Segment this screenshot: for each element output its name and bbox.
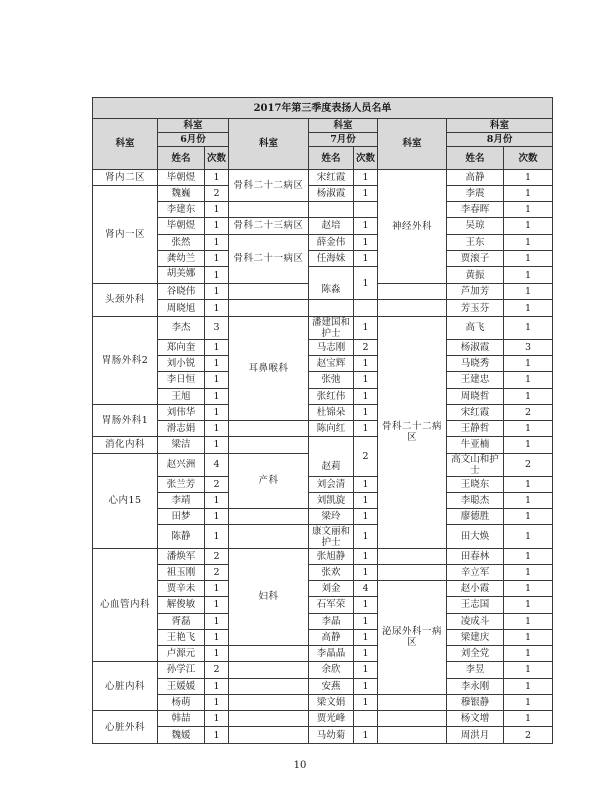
june-name: 王媛媛: [158, 678, 205, 694]
july-name: 刘凯旋: [309, 492, 354, 508]
june-count: 1: [205, 388, 229, 404]
june-count: 1: [205, 646, 229, 662]
june-name: 毕朝煜: [158, 169, 205, 185]
june-name: 张然: [158, 234, 205, 250]
aug-name: 高文山和护士: [447, 453, 504, 476]
june-count: 1: [205, 169, 229, 185]
july-name: 李晶晶: [309, 646, 354, 662]
june-name: 张兰芳: [158, 476, 205, 492]
july-count: 1: [354, 613, 378, 629]
aug-name: 李聪杰: [447, 492, 504, 508]
aug-dept-cell: 泌尿外科一病区: [378, 581, 447, 695]
aug-count: 1: [504, 356, 553, 372]
aug-name: 高飞: [447, 316, 504, 339]
june-name: 王旭: [158, 388, 205, 404]
june-count: 2: [205, 185, 229, 201]
aug-name: 刘全党: [447, 646, 504, 662]
june-count: 1: [205, 284, 229, 300]
july-count: 1: [354, 267, 378, 300]
june-count: 1: [205, 250, 229, 266]
aug-name: 杨文增: [447, 711, 504, 727]
july-count: 1: [354, 662, 378, 678]
june-count: 1: [205, 694, 229, 710]
aug-name: 宋红霞: [447, 404, 504, 420]
header-dept-july: 科室: [229, 119, 309, 169]
july-count: 1: [354, 694, 378, 710]
june-count: 1: [205, 437, 229, 453]
june-count: 1: [205, 492, 229, 508]
july-count: 1: [354, 234, 378, 250]
aug-name: 杨淑霞: [447, 339, 504, 355]
july-count: [354, 300, 378, 316]
june-name: 李建东: [158, 202, 205, 218]
june-count: 2: [205, 564, 229, 580]
june-dept-cell: 心血管内科: [93, 548, 158, 662]
header-june: 6月份: [158, 133, 229, 147]
header-dept-june: 科室: [93, 119, 158, 169]
aug-name: 田大焕: [447, 525, 504, 548]
june-name: 郑向奎: [158, 339, 205, 355]
june-dept-cell: 心脏外科: [93, 711, 158, 744]
aug-count: 1: [504, 218, 553, 234]
june-count: 2: [205, 548, 229, 564]
header-count-july: 次数: [354, 147, 378, 169]
june-name: 滑志娟: [158, 421, 205, 437]
aug-count: 2: [504, 453, 553, 476]
aug-count: 1: [504, 646, 553, 662]
july-count: [354, 711, 378, 727]
july-dept-cell: [229, 711, 309, 727]
july-name: 潘建国和护士: [309, 316, 354, 339]
july-dept-cell: 耳鼻喉科: [229, 316, 309, 420]
july-dept-cell: 妇科: [229, 548, 309, 645]
july-count: 1: [354, 509, 378, 525]
july-name: 薛金伟: [309, 234, 354, 250]
header-july-dept: 科室: [309, 119, 378, 133]
header-name-aug: 姓名: [447, 147, 504, 169]
july-name: 宋红霞: [309, 169, 354, 185]
july-name: 陈淼: [309, 267, 354, 300]
aug-count: 1: [504, 169, 553, 185]
june-name: 胡美娜: [158, 267, 205, 284]
aug-count: 1: [504, 613, 553, 629]
june-name: 杨萌: [158, 694, 205, 710]
june-name: 孙学江: [158, 662, 205, 678]
header-name-june: 姓名: [158, 147, 205, 169]
aug-dept-cell: [378, 711, 447, 727]
july-name: 高静: [309, 629, 354, 645]
june-count: 2: [205, 662, 229, 678]
july-count: 1: [354, 597, 378, 613]
july-count: 1: [354, 169, 378, 185]
aug-name: 王静哲: [447, 421, 504, 437]
aug-count: 1: [504, 662, 553, 678]
july-dept-cell: [229, 421, 309, 437]
header-name-july: 姓名: [309, 147, 354, 169]
july-name: 石军荣: [309, 597, 354, 613]
aug-name: 李震: [447, 185, 504, 201]
july-count: 1: [354, 548, 378, 564]
june-name: 魏巍: [158, 185, 205, 201]
header-count-aug: 次数: [504, 147, 553, 169]
july-name: 张欢: [309, 564, 354, 580]
aug-name: 王晓东: [447, 476, 504, 492]
july-count: 1: [354, 727, 378, 744]
june-name: 陈静: [158, 525, 205, 548]
june-count: 1: [205, 356, 229, 372]
july-name: 陈向红: [309, 421, 354, 437]
july-count: 4: [354, 581, 378, 597]
july-name: 刘金: [309, 581, 354, 597]
july-dept-cell: [229, 525, 309, 548]
july-dept-cell: [229, 727, 309, 744]
june-count: 1: [205, 339, 229, 355]
aug-name: 李永刚: [447, 678, 504, 694]
page-number: 10: [293, 760, 307, 771]
june-name: 潘焕军: [158, 548, 205, 564]
aug-dept-cell: 神经外科: [378, 169, 447, 284]
aug-name: 黄振: [447, 267, 504, 284]
june-name: 毕朝煜: [158, 218, 205, 234]
july-count: 1: [354, 388, 378, 404]
july-name: [309, 300, 354, 316]
aug-dept-cell: 骨科二十二病区: [378, 316, 447, 548]
june-name: 李杰: [158, 316, 205, 339]
july-count: 1: [354, 404, 378, 420]
aug-count: 1: [504, 548, 553, 564]
aug-count: 1: [504, 629, 553, 645]
june-count: 1: [205, 711, 229, 727]
aug-count: 1: [504, 421, 553, 437]
june-count: 1: [205, 421, 229, 437]
aug-count: 2: [504, 404, 553, 420]
july-name: 余欣: [309, 662, 354, 678]
aug-dept-cell: [378, 548, 447, 564]
aug-dept-cell: [378, 300, 447, 316]
july-dept-cell: 骨科二十三病区: [229, 218, 309, 234]
june-name: 李日恒: [158, 372, 205, 388]
june-name: 祖玉刚: [158, 564, 205, 580]
header-dept-aug: 科室: [378, 119, 447, 169]
july-dept-cell: [229, 694, 309, 710]
june-dept-cell: 心脏内科: [93, 662, 158, 711]
july-count: 1: [354, 476, 378, 492]
june-name: 韩喆: [158, 711, 205, 727]
aug-count: 1: [504, 250, 553, 266]
july-name: 张旭静: [309, 548, 354, 564]
june-count: 2: [205, 476, 229, 492]
aug-name: 廖德胜: [447, 509, 504, 525]
june-count: 1: [205, 613, 229, 629]
aug-count: 1: [504, 185, 553, 201]
aug-count: 1: [504, 597, 553, 613]
july-dept-cell: [229, 646, 309, 662]
june-name: 梁洁: [158, 437, 205, 453]
july-dept-cell: 产科: [229, 453, 309, 509]
july-count: 1: [354, 646, 378, 662]
july-dept-cell: 骨科二十一病区: [229, 234, 309, 284]
july-count: [354, 202, 378, 218]
july-count: 1: [354, 185, 378, 201]
july-name: 安燕: [309, 678, 354, 694]
aug-name: 李春晖: [447, 202, 504, 218]
aug-name: 辛立军: [447, 564, 504, 580]
june-name: 龚幼兰: [158, 250, 205, 266]
july-name: 张弛: [309, 372, 354, 388]
june-count: 1: [205, 300, 229, 316]
july-count: 1: [354, 678, 378, 694]
july-count: 1: [354, 421, 378, 437]
aug-name: 高静: [447, 169, 504, 185]
aug-name: 王建忠: [447, 372, 504, 388]
june-name: 刘伟华: [158, 404, 205, 420]
july-count: 1: [354, 356, 378, 372]
aug-count: 1: [504, 694, 553, 710]
july-count: 2: [354, 339, 378, 355]
july-name: 赵培: [309, 218, 354, 234]
july-count: 1: [354, 492, 378, 508]
aug-count: 1: [504, 316, 553, 339]
aug-count: 1: [504, 711, 553, 727]
june-name: 赵兴洲: [158, 453, 205, 476]
aug-count: 1: [504, 509, 553, 525]
aug-count: 1: [504, 492, 553, 508]
july-count: 2: [354, 437, 378, 476]
header-count-june: 次数: [205, 147, 229, 169]
june-count: 1: [205, 581, 229, 597]
june-count: 4: [205, 453, 229, 476]
header-aug-dept: 科室: [447, 119, 553, 133]
aug-name: 梁建庆: [447, 629, 504, 645]
header-aug: 8月份: [447, 133, 553, 147]
july-count: 1: [354, 525, 378, 548]
aug-count: 1: [504, 372, 553, 388]
july-dept-cell: [229, 202, 309, 218]
june-count: 1: [205, 202, 229, 218]
july-name: 张红伟: [309, 388, 354, 404]
june-name: 刘小锐: [158, 356, 205, 372]
june-count: 1: [205, 597, 229, 613]
june-dept-cell: 胃肠外科1: [93, 404, 158, 436]
july-count: 1: [354, 564, 378, 580]
aug-name: 马晓秀: [447, 356, 504, 372]
july-name: 梁玲: [309, 509, 354, 525]
table-title: 2017年第三季度表扬人员名单: [93, 98, 553, 119]
july-name: 杨淑霞: [309, 185, 354, 201]
july-dept-cell: [229, 509, 309, 525]
july-name: 赵莉: [309, 437, 354, 476]
july-name: [309, 202, 354, 218]
aug-name: 周晓哲: [447, 388, 504, 404]
aug-count: 1: [504, 564, 553, 580]
aug-count: 1: [504, 267, 553, 284]
header-july: 7月份: [309, 133, 378, 147]
july-name: 李晶: [309, 613, 354, 629]
aug-name: 牛亚楠: [447, 437, 504, 453]
july-count: 1: [354, 250, 378, 266]
aug-count: 1: [504, 284, 553, 300]
july-dept-cell: [229, 300, 309, 316]
aug-name: 凌成斗: [447, 613, 504, 629]
july-name: 任海妹: [309, 250, 354, 266]
june-count: 1: [205, 525, 229, 548]
july-name: 梁文娟: [309, 694, 354, 710]
july-dept-cell: [229, 662, 309, 678]
june-count: 1: [205, 404, 229, 420]
june-dept-cell: 胃肠外科2: [93, 316, 158, 404]
aug-count: 1: [504, 437, 553, 453]
june-name: 贾辛未: [158, 581, 205, 597]
header-june-dept: 科室: [158, 119, 229, 133]
june-name: 王艳飞: [158, 629, 205, 645]
aug-name: 穆银静: [447, 694, 504, 710]
june-dept-cell: 肾内二区: [93, 169, 158, 185]
aug-name: 芦加芳: [447, 284, 504, 300]
june-count: 1: [205, 218, 229, 234]
june-count: 3: [205, 316, 229, 339]
aug-count: 1: [504, 581, 553, 597]
aug-name: 贾滚子: [447, 250, 504, 266]
aug-dept-cell: [378, 694, 447, 710]
june-count: 1: [205, 372, 229, 388]
july-dept-cell: [229, 284, 309, 300]
june-count: 1: [205, 678, 229, 694]
aug-count: 1: [504, 525, 553, 548]
june-name: 谷晓伟: [158, 284, 205, 300]
june-count: 1: [205, 727, 229, 744]
june-name: 胥磊: [158, 613, 205, 629]
june-dept-cell: 肾内一区: [93, 185, 158, 283]
june-count: 1: [205, 234, 229, 250]
aug-name: 田春林: [447, 548, 504, 564]
aug-count: 2: [504, 727, 553, 744]
aug-name: 吴琼: [447, 218, 504, 234]
aug-dept-cell: [378, 284, 447, 300]
aug-dept-cell: [378, 727, 447, 744]
aug-name: 王志国: [447, 597, 504, 613]
july-count: 1: [354, 218, 378, 234]
july-name: 马志刚: [309, 339, 354, 355]
aug-name: 周洪月: [447, 727, 504, 744]
aug-count: 1: [504, 202, 553, 218]
aug-dept-cell: [378, 564, 447, 580]
june-name: 周晓旭: [158, 300, 205, 316]
aug-count: 1: [504, 234, 553, 250]
aug-count: 1: [504, 476, 553, 492]
june-name: 李靖: [158, 492, 205, 508]
june-dept-cell: 心内15: [93, 453, 158, 548]
aug-name: 李昱: [447, 662, 504, 678]
june-name: 卢源元: [158, 646, 205, 662]
july-dept-cell: 骨科二十二病区: [229, 169, 309, 201]
july-name: 刘会清: [309, 476, 354, 492]
june-name: 魏媛: [158, 727, 205, 744]
aug-name: 赵小霞: [447, 581, 504, 597]
aug-name: 王东: [447, 234, 504, 250]
july-name: 贾光峰: [309, 711, 354, 727]
july-dept-cell: [229, 437, 309, 453]
june-count: 1: [205, 629, 229, 645]
june-count: 1: [205, 267, 229, 284]
july-name: 杜锦朵: [309, 404, 354, 420]
july-name: 康文丽和护士: [309, 525, 354, 548]
july-dept-cell: [229, 678, 309, 694]
june-dept-cell: 消化内科: [93, 437, 158, 453]
praise-list-table: [92, 97, 553, 744]
aug-name: 芳玉芬: [447, 300, 504, 316]
aug-count: 1: [504, 678, 553, 694]
july-count: 1: [354, 316, 378, 339]
aug-count: 1: [504, 300, 553, 316]
july-name: 马幼菊: [309, 727, 354, 744]
june-dept-cell: 头颈外科: [93, 284, 158, 316]
june-count: 1: [205, 509, 229, 525]
july-count: 1: [354, 372, 378, 388]
june-name: 解俊敏: [158, 597, 205, 613]
july-name: 赵宝辉: [309, 356, 354, 372]
july-count: 1: [354, 629, 378, 645]
aug-count: 1: [504, 388, 553, 404]
june-name: 田梦: [158, 509, 205, 525]
aug-count: 3: [504, 339, 553, 355]
